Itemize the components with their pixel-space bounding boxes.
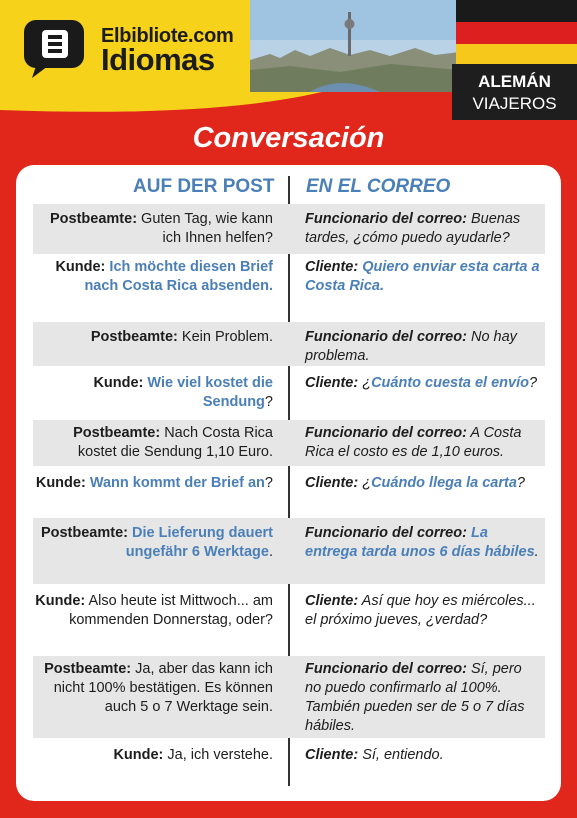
speaker-name: Postbeamte: [90,329,178,345]
german-line [33,374,273,412]
speaker-name: Funcionario del correo: [305,211,467,227]
line-text: Ja, ich verstehe. [163,747,273,763]
conversation-row [33,420,545,466]
level-label: VIAJEROS [472,94,557,113]
german-line [33,328,273,347]
line-text: ¿ [358,475,372,491]
line-text: ? [529,375,538,391]
speaker-name: Kunde: [35,475,86,491]
speaker-name: Kunde: [55,259,106,275]
line-text: ? [264,475,273,491]
german-line [33,210,273,248]
speaker-name: Funcionario del correo: [305,329,467,345]
line-text: Also heute ist Mittwoch... am kommenden Donnerstag, oder? [69,593,273,628]
brand-name: Idiomas [101,42,215,77]
german-line [33,592,273,630]
city-skyline-image [250,0,460,92]
line-text: Guten Tag, wie kann ich Ihnen helfen? [137,211,273,246]
spanish-line [305,424,541,462]
speaker-name: Kunde: [93,375,144,391]
line-text: Nach Costa Rica kostet die Sendung 1,10 Euro. [77,425,273,460]
line-text: Así que hoy es miércoles... el próximo jueves, ¿verdad? [305,593,536,628]
speaker-name: Cliente: [305,593,359,609]
speaker-name: Funcionario del correo: [305,525,467,541]
spanish-line [305,258,541,296]
speaker-name: Funcionario del correo: [305,425,467,441]
spanish-line [305,328,541,366]
line-text: Ja, aber das kann ich nicht 100% bestätigen. Es können auch 5 o 7 Werktage sein. [53,661,273,715]
line-text: Kein Problem. [177,329,273,345]
speaker-name: Postbeamte: [73,425,161,441]
spanish-column-header: EN EL CORREO [306,176,451,197]
german-line [33,258,273,296]
spanish-line [305,474,541,493]
logo-icon [22,18,88,80]
header [0,0,577,120]
highlighted-phrase: Quiero enviar esta carta a Costa Rica. [305,259,540,294]
spanish-line [305,592,541,630]
language-label: ALEMÁN [478,72,551,91]
german-line [33,524,273,562]
german-line [33,474,273,493]
conversation-row [33,466,545,518]
line-text: ? [264,394,273,410]
speaker-name: Kunde: [113,747,164,763]
speaker-name: Cliente: [305,747,359,763]
conversation-row [33,204,545,254]
german-column-header: AUF DER POST [133,176,275,197]
conversation-row [33,584,545,656]
conversation-row [33,518,545,584]
line-text: . [534,544,539,560]
highlighted-phrase: Wann kommt der Brief an [89,475,265,491]
speaker-name: Postbeamte: [44,661,132,677]
line-text: . [268,544,273,560]
german-line [33,424,273,462]
spanish-line [305,746,541,765]
german-line [33,746,273,765]
line-text: Sí, pero no puedo confirmarlo al 100%. También pueden ser de 5 o 7 días hábiles. [305,661,525,734]
line-text: Sí, entiendo. [358,747,444,763]
highlighted-phrase: Cuándo llega la carta [371,475,517,491]
spanish-line [305,210,541,248]
speaker-name: Kunde: [35,593,86,609]
conversation-row [33,656,545,738]
german-line [33,660,273,717]
speaker-name: Cliente: [305,259,359,275]
line-text: No hay problema. [305,329,517,364]
speaker-name: Postbeamte: [50,211,138,227]
speaker-name: Cliente: [305,475,359,491]
spanish-line [305,374,541,393]
highlighted-phrase: Wie viel kostet die Sendung [147,375,273,410]
conversation-row [33,738,545,782]
spanish-line [305,660,541,736]
line-text: ? [516,475,525,491]
line-text: A Costa Rica el costo es de 1,10 euros. [305,425,522,460]
german-flag-icon [456,0,577,66]
highlighted-phrase: Die Lieferung dauert ungefähr 6 Werktage [125,525,273,560]
highlighted-phrase: Cuánto cuesta el envío [371,375,529,391]
page-title: Conversación [192,122,385,154]
conversation-row [33,254,545,322]
speaker-name: Cliente: [305,375,359,391]
line-text: ¿ [358,375,372,391]
conversation-row [33,366,545,420]
highlighted-phrase: Ich möchte diesen Brief nach Costa Rica absenden. [84,259,273,294]
language-badge [452,64,577,120]
brand-site: Elbibliote.com [101,25,234,47]
highlighted-phrase: La entrega tarda unos 6 días hábiles [305,525,535,560]
spanish-line [305,524,541,562]
speaker-name: Funcionario del correo: [305,661,467,677]
speaker-name: Postbeamte: [40,525,128,541]
line-text: Buenas tardes, ¿cómo puedo ayudarle? [305,211,521,246]
conversation-row [33,322,545,366]
